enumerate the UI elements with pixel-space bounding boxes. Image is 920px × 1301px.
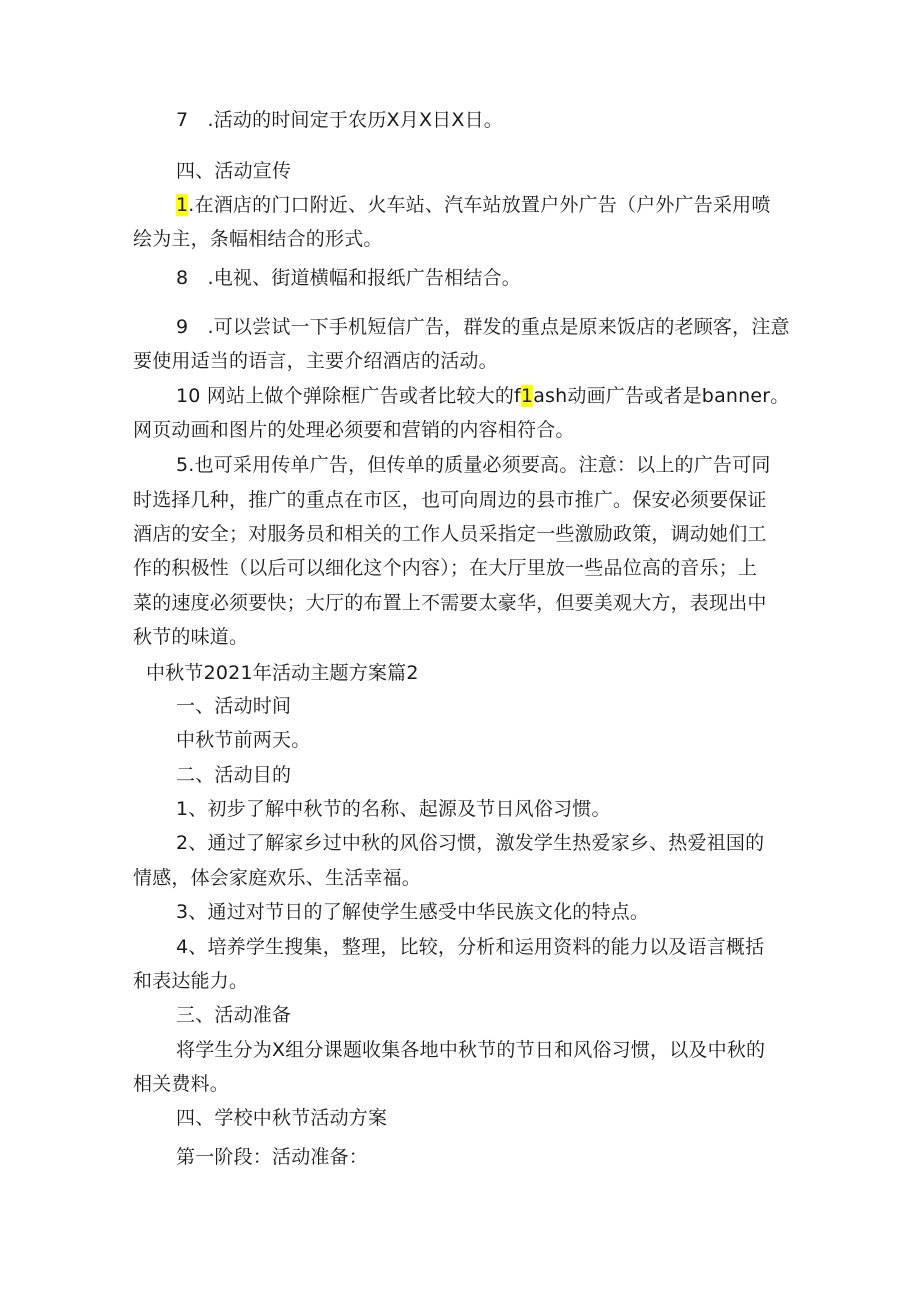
text-line: 1、初步了解中秋节的名称、起源及节日风俗习惯。	[176, 798, 611, 820]
text-line: 7 .活动的时间定于农历X月X日X日。	[176, 109, 503, 131]
text-line: 和表达能力。	[133, 970, 249, 992]
text-line: 将学生分为X组分课题收集各地中秋节的节日和风俗习惯，以及中秋的	[176, 1039, 766, 1061]
text-line: 要使用适当的语言，主要介绍酒店的活动。	[133, 350, 498, 372]
text-line: 4、培养学生搜集，整理，比较，分析和运用资料的能力以及语言概括	[176, 936, 765, 958]
section-heading: 二、活动目的	[176, 764, 292, 786]
text-line: 绘为主，条幅相结合的形式。	[133, 228, 383, 250]
text-line: 菜的速度必须要快；大厅的布置上不需要太豪华，但要美观大方，表现出中	[133, 592, 767, 614]
text-line: 中秋节前两天。	[176, 729, 311, 751]
text-line: 网页动画和图片的处理必须要和营销的内容相符合。	[133, 419, 575, 441]
text-line: 1.在酒店的门口附近、火车站、汽车站放置户外广告（户外广告采用喷	[176, 194, 771, 216]
section-heading: 一、活动时间	[176, 695, 292, 717]
section-title: 中秋节2021年活动主题方案篇2	[146, 662, 419, 684]
section-heading: 四、活动宣传	[176, 160, 292, 182]
section-heading: 四、学校中秋节活动方案	[176, 1107, 388, 1129]
text-line: 作的积极性（以后可以细化这个内容）；在大厅里放一些品位高的音乐；上	[133, 557, 758, 579]
text-line: 5.也可采用传单广告，但传单的质量必须要高。注意：以上的广告可同	[176, 454, 771, 476]
text-line: 时选择几种，推广的重点在市区，也可向周边的县市推广。保安必须要保证	[133, 489, 767, 511]
text-line: 情感，体会家庭欢乐、生活幸福。	[133, 867, 422, 889]
text-line: 9 .可以尝试一下手机短信广告，群发的重点是原来饭店的老顾客，注意	[176, 316, 790, 338]
item-number: 10	[176, 385, 201, 407]
text-line: 第一阶段：活动准备：	[176, 1146, 369, 1168]
highlighted-text: 1	[520, 385, 534, 407]
text-line: 10 网站上做个弹除框广告或者比较大的f1ash动画广告或者是banner。	[176, 385, 790, 407]
text-line: 8 .电视、街道横幅和报纸广告相结合。	[176, 267, 521, 289]
section-heading: 三、活动准备	[176, 1004, 292, 1026]
highlighted-text: 1	[176, 194, 189, 216]
text-line: 相关费料。	[133, 1073, 230, 1095]
text-line: 秋节的味道。	[133, 626, 249, 648]
text-line: 2、通过了解家乡过中秋的风俗习惯，激发学生热爱家乡、热爱祖国的	[176, 832, 765, 854]
text-line: 3、通过对节日的了解使学生感受中华民族文化的特点。	[176, 901, 650, 923]
text-line: 酒店的安全；对服务员和相关的工作人员采指定一些激励政策，调动她们工	[133, 523, 767, 545]
